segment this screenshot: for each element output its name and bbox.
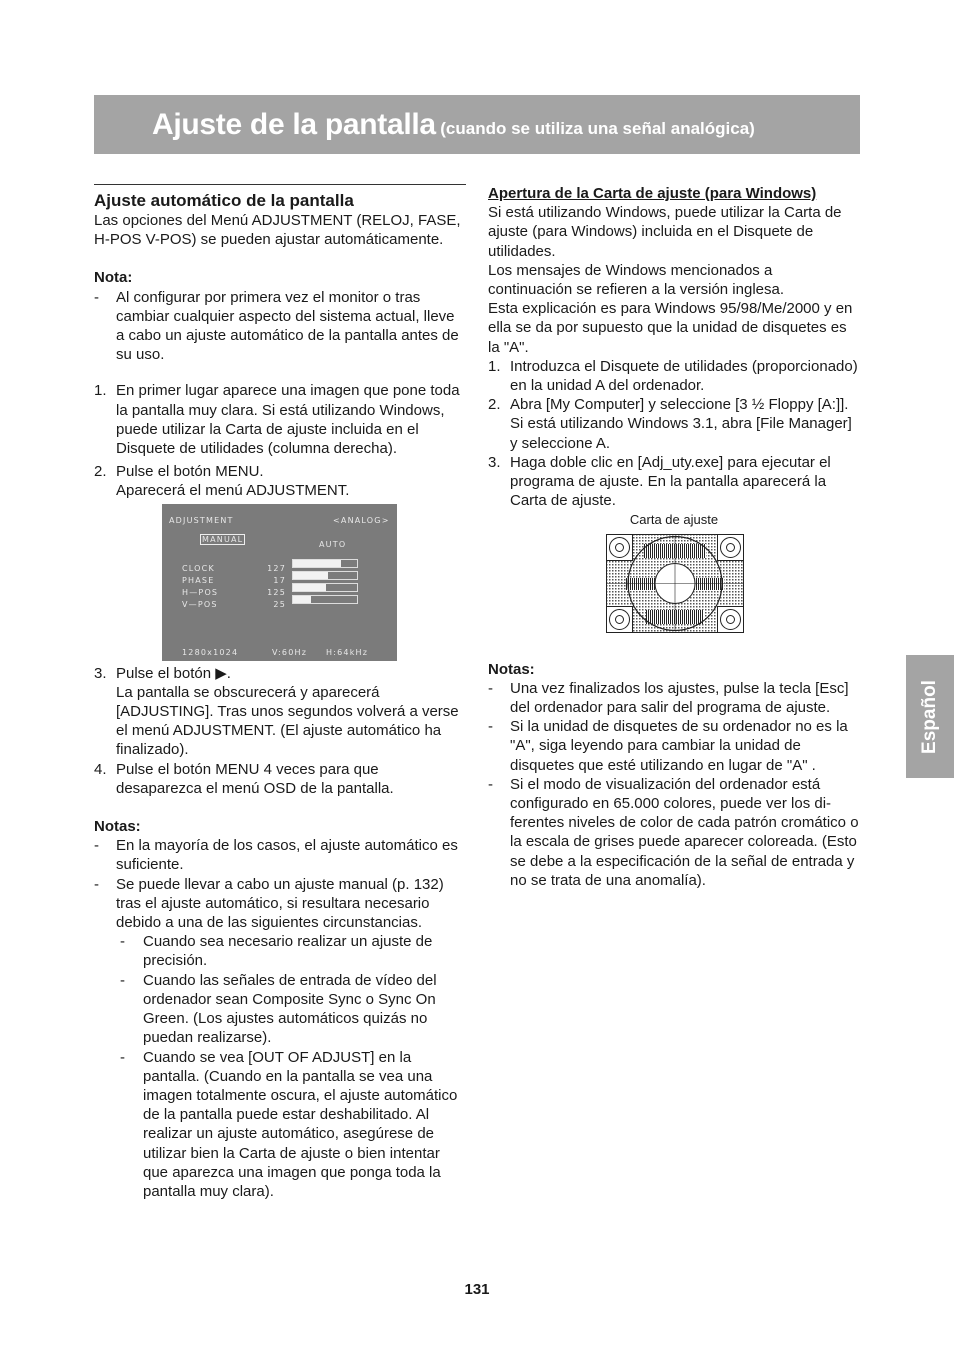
- osd-bar-hpos: [292, 583, 358, 592]
- step-1: [94, 381, 466, 458]
- osd-manual-option: MANUAL: [202, 534, 244, 544]
- sub-nota-text: Cuando sea necesario realizar un ajuste de precisión.: [143, 933, 433, 970]
- osd-label-phase: PHASE: [182, 575, 215, 585]
- nota-item: [94, 288, 466, 365]
- nota-item: [488, 775, 860, 890]
- osd-bar-vpos: [292, 595, 358, 604]
- step-3: [488, 453, 860, 511]
- step-2: [94, 462, 466, 500]
- osd-value-hpos: 125: [267, 587, 286, 597]
- nota-text: Si la unidad de disquetes de su ordenador no es la "A", siga leyendo para cambiar la unidad de disquetes que esté utilizando en lugar de "A" .: [510, 718, 848, 774]
- adjustment-chart-image: [606, 534, 860, 638]
- nota-item: [94, 875, 466, 933]
- step-2: [488, 395, 860, 453]
- osd-bar-phase: [292, 571, 358, 580]
- osd-auto-option: AUTO: [319, 539, 347, 549]
- language-tab: [906, 655, 954, 778]
- step-text: Introduzca el Disquete de utilidades (proporcionado) en la unidad A del ordenador.: [510, 357, 858, 395]
- section-heading: Ajuste automático de la pantalla: [94, 184, 466, 211]
- sub-nota-item: [94, 971, 466, 1048]
- osd-mode: <ANALOG>: [333, 515, 390, 525]
- nota-item: [94, 836, 466, 874]
- bullet: -: [94, 288, 99, 306]
- osd-title: ADJUSTMENT: [169, 515, 234, 525]
- osd-label-hpos: H—POS: [182, 587, 219, 597]
- sub-nota-text: Cuando se vea [OUT OF ADJUST] en la pantalla. (Cuando en la pantalla se vea una imagen totalmente oscura, el ajuste automático de la pantalla puede estar deshabilitado. Al realizar un ajuste automático, asegúrese de utilizar bien la Carta de ajuste o bien intentar que aparezca una imagen que ponga toda la pantalla muy clara).: [143, 1048, 458, 1200]
- osd-resolution: 1280x1024: [182, 647, 239, 657]
- nota-text: En la mayoría de los casos, el ajuste automático es suficiente.: [116, 837, 458, 874]
- bullet: -: [488, 775, 493, 793]
- step-text: En primer lugar aparece una imagen que pone toda la pantalla muy clara. Si está utilizando Windows, puede utilizar la Carta de ajuste incluida en el Disquete de utilidades (columna derecha).: [116, 382, 460, 458]
- bullet: -: [488, 718, 493, 736]
- osd-value-phase: 17: [273, 575, 286, 585]
- nota-label: Nota:: [94, 269, 133, 287]
- windows-heading: Apertura de la Carta de ajuste (para Windows): [488, 185, 817, 202]
- step-3: [94, 664, 466, 760]
- test-pattern-graphic: [606, 534, 744, 633]
- sub-nota-text: Cuando las señales de entrada de vídeo del ordenador sean Composite Sync o Sync On Green. (Los ajustes automáticos quizás no puedan realizarse).: [143, 971, 437, 1047]
- step-text: Abra [My Computer] y seleccione [3 ½ Floppy [A:]]. Si está utilizando Windows 3.1, abra [File Manager] y seleccione A.: [510, 396, 852, 452]
- left-column: [94, 184, 466, 1201]
- nota-item: [488, 679, 860, 717]
- step-text: Haga doble clic en [Adj_uty.exe] para ejecutar el programa de ajuste. En la pantalla aparecerá la Carta de ajuste.: [510, 453, 831, 510]
- paragraph: Los mensajes de Windows mencionados a continuación se refieren a la versión inglesa.: [488, 261, 785, 299]
- step-text-2: Aparecerá el menú ADJUSTMENT.: [116, 482, 350, 500]
- step-text: Pulse el botón ▶.: [116, 664, 231, 682]
- step-1: [488, 357, 860, 395]
- osd-hfreq: H:64kHz: [326, 647, 369, 657]
- osd-bar-clock: [292, 559, 358, 568]
- chart-caption: Carta de ajuste: [629, 512, 719, 528]
- step-number: 1.: [94, 382, 107, 400]
- osd-value-clock: 127: [267, 563, 286, 573]
- sub-nota-item: [94, 1048, 466, 1202]
- title-banner: [94, 95, 860, 154]
- bullet: -: [488, 679, 493, 697]
- step-number: 3.: [488, 453, 501, 471]
- page-number: 131: [464, 1281, 490, 1298]
- bullet: -: [94, 837, 99, 855]
- step-number: 2.: [94, 463, 107, 481]
- bullet: -: [120, 933, 125, 951]
- paragraph: Esta explicación es para Windows 95/98/Me/2000 y en ella se da por supuesto que la unidad de disquetes es la "A".: [488, 300, 853, 356]
- nota-text: Al configurar por primera vez el monitor o tras cambiar cualquier aspecto del sistema actual, lleve a cabo un ajuste automático de la pantalla antes de su uso.: [116, 288, 459, 364]
- title-sub: (cuando se utiliza una señal analógica): [440, 119, 755, 138]
- osd-adjustment-menu: [162, 504, 397, 661]
- title-main: Ajuste de la pantalla: [152, 108, 436, 141]
- step-number: 3.: [94, 664, 107, 682]
- bullet: -: [120, 971, 125, 989]
- nota-item: [488, 717, 860, 775]
- sub-nota-item: [94, 932, 466, 970]
- notas-label: Notas:: [94, 818, 141, 836]
- language-tab-label: Español: [919, 679, 940, 754]
- step-text: Pulse el botón MENU.: [116, 463, 264, 481]
- intro-paragraph: Las opciones del Menú ADJUSTMENT (RELOJ, FASE, H-POS V-POS) se pueden ajustar automáticamente.: [94, 212, 461, 249]
- nota-text: Si el modo de visualización del ordenador está configurado en 65.000 colores, puede ver los di-ferentes niveles de color de cada patrón cromático o la escala de grises puede aparecer coloreada. (Esto se debe a la especificación de la señal de entrada y no se trata de una anomalía).: [510, 775, 859, 889]
- paragraph: Si está utilizando Windows, puede utilizar la Carta de ajuste (para Windows) incluida en el Disquete de utilidades.: [488, 204, 842, 260]
- osd-label-vpos: V—POS: [182, 599, 218, 609]
- step-text-2: La pantalla se obscurecerá y aparecerá [ADJUSTING]. Tras unos segundos volverá a verse el menú ADJUSTMENT. (El ajuste automático ha finalizado).: [116, 683, 459, 759]
- step-number: 1.: [488, 357, 501, 375]
- bullet: -: [120, 1048, 125, 1066]
- osd-vfreq: V:60Hz: [272, 647, 308, 657]
- osd-value-vpos: 25: [273, 599, 286, 609]
- right-column: [488, 184, 860, 890]
- step-number: 2.: [488, 396, 501, 414]
- osd-label-clock: CLOCK: [182, 563, 215, 573]
- step-4: [94, 760, 466, 798]
- nota-text: Una vez finalizados los ajustes, pulse la tecla [Esc] del ordenador para salir del programa de ajuste.: [510, 679, 849, 717]
- nota-text: Se puede llevar a cabo un ajuste manual (p. 132) tras el ajuste automático, si resultara necesario debido a una de las siguientes circunstancias.: [116, 875, 444, 932]
- step-number: 4.: [94, 760, 107, 778]
- page-title: [152, 108, 755, 142]
- step-text: Pulse el botón MENU 4 veces para que desaparezca el menú OSD de la pantalla.: [116, 760, 394, 797]
- bullet: -: [94, 875, 99, 893]
- notas-label: Notas:: [488, 660, 535, 678]
